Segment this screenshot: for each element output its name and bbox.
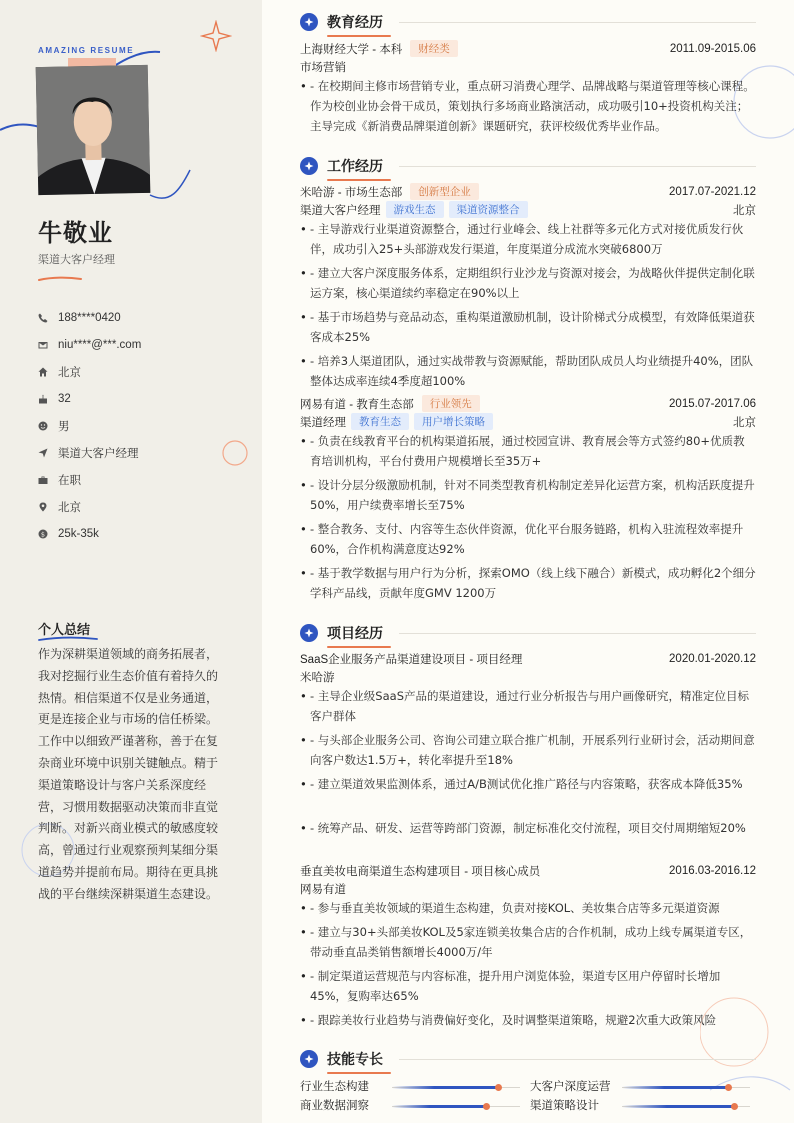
job-position: 渠道经理 xyxy=(300,416,346,429)
name-underline xyxy=(38,276,82,282)
info-text: 渠道大客户经理 xyxy=(58,447,139,460)
info-salary xyxy=(38,520,248,547)
projects-title: 项目经历 xyxy=(327,623,383,643)
skill-level-dot xyxy=(725,1084,732,1091)
project-bullet: • - 制定渠道运营规范与内容标准，提升用户浏览体验，渠道专区用户停留时长增加45%，复购率达65% xyxy=(300,966,756,1006)
job-position-row xyxy=(300,413,756,430)
project-name: 垂直美妆电商渠道生态构建项目 - 项目核心成员 xyxy=(300,866,541,878)
profile-photo xyxy=(36,65,151,195)
project-bullet: • - 与头部企业服务公司、咨询公司建立联合推广机制，开展系列行业研讨会，活动期间意向客户数达1.5万+，转化率提升至18% xyxy=(300,730,756,770)
job-skill-tag: 渠道资源整合 xyxy=(449,201,528,218)
send-icon xyxy=(38,448,58,458)
skill-name: 行业生态构建 xyxy=(300,1079,369,1093)
info-text: 188****0420 xyxy=(58,311,121,324)
info-text: 在职 xyxy=(58,474,81,487)
info-text: 北京 xyxy=(58,366,81,379)
project-name: SaaS企业服务产品渠道建设项目 - 项目经理 xyxy=(300,654,523,666)
section-divider xyxy=(399,22,756,23)
cake-icon xyxy=(38,394,58,404)
job-row xyxy=(300,395,756,412)
face-icon xyxy=(38,421,58,431)
skill-level-bar xyxy=(392,1105,486,1108)
job-date: 2015.07-2017.06 xyxy=(669,397,756,410)
summary-text: 作为深耕渠道领域的商务拓展者，我对挖掘行业生态价值有着持久的热情。相信渠道不仅是业务通道，更是连接企业与市场的信任桥梁。工作中以细致严谨著称，善于在复杂商业环境中识别关键触点。精于渠道策略设计与客户关系深度经营，习惯用数据驱动决策而非直觉判断。对新兴商业模式的敏感度较高，曾通过行业观察预判某细分渠道趋势并提前布局。期待在更具挑战的平台继续深耕渠道生态建设。 xyxy=(38,647,219,901)
mail-icon xyxy=(38,340,58,350)
info-status xyxy=(38,466,248,493)
info-text: 25k-35k xyxy=(58,527,99,540)
skill-level-dot xyxy=(483,1103,490,1110)
phone-icon xyxy=(38,313,58,323)
job-bullet: • - 建立大客户深度服务体系，定期组织行业沙龙与资源对接会，为战略伙伴提供定制化联运方案，核心渠道续约率稳定在90%以上 xyxy=(300,263,756,303)
education-bullet: • - 在校期间主修市场营销专业，重点研习消费心理学、品牌战略与渠道管理等核心课程。作为校创业协会骨干成员，策划执行多场商业路演活动，成功吸引10+投资机构关注；主导完成《新消费品牌渠道创新》课题研究，获评校级优秀毕业作品。 xyxy=(300,76,756,136)
home-icon xyxy=(38,367,58,377)
project-date: 2016.03-2016.12 xyxy=(669,865,756,877)
project-bullet: • - 跟踪美妆行业趋势与消费偏好变化，及时调整渠道策略，规避2次重大政策风险 xyxy=(300,1010,756,1030)
education-title: 教育经历 xyxy=(327,12,383,32)
education-section-header xyxy=(300,12,756,32)
info-text: 32 xyxy=(58,392,71,405)
project-bullet: • - 参与垂直美妆领域的渠道生态构建，负责对接KOL、美妆集合店等多元渠道资源 xyxy=(300,898,756,918)
skill-level-bar xyxy=(622,1105,734,1108)
job-row xyxy=(300,183,756,200)
section-badge-icon xyxy=(300,157,318,175)
brand-label: AMAZING RESUME xyxy=(38,46,135,55)
project-row xyxy=(300,863,756,879)
section-divider xyxy=(399,1059,756,1060)
job-bullet: • - 基于市场趋势与竞品动态，重构渠道激励机制，设计阶梯式分成模型，有效降低渠道获客成本25% xyxy=(300,307,756,347)
section-badge-icon xyxy=(300,1050,318,1068)
project-bullet: • - 统筹产品、研发、运营等跨部门资源，制定标准化交付流程，项目交付周期缩短20% xyxy=(300,818,756,838)
info-gender xyxy=(38,412,248,439)
info-text: 男 xyxy=(58,420,70,433)
contact-info-list xyxy=(38,304,248,547)
section-badge-icon xyxy=(300,13,318,31)
skill-level-bar xyxy=(392,1086,498,1089)
job-city: 北京 xyxy=(733,204,756,217)
project-bullet: • - 建立渠道效果监测体系，通过A/B测试优化推广路径与内容策略，获客成本降低35% xyxy=(300,774,756,794)
job-skill-tag: 用户增长策略 xyxy=(414,413,493,430)
job-position-row xyxy=(300,201,756,218)
job-company: 网易有道 - 教育生态部 xyxy=(300,398,414,411)
candidate-name: 牛敬业 xyxy=(38,219,113,247)
info-text: niu****@***.com xyxy=(58,338,142,351)
info-position xyxy=(38,439,248,466)
job-date: 2017.07-2021.12 xyxy=(669,185,756,198)
job-city: 北京 xyxy=(733,416,756,429)
work-title: 工作经历 xyxy=(327,156,383,176)
info-age xyxy=(38,385,248,412)
skills-title: 技能专长 xyxy=(327,1049,383,1069)
section-badge-icon xyxy=(300,624,318,642)
job-tag: 行业领先 xyxy=(422,395,480,412)
star-decoration xyxy=(200,20,232,52)
job-bullet: • - 培养3人渠道团队，通过实战带教与资源赋能，帮助团队成员人均业绩提升40%，团队整体达成率连续4季度超100% xyxy=(300,351,756,391)
project-row xyxy=(300,651,756,667)
project-org: 网易有道 xyxy=(300,884,346,896)
summary-underline xyxy=(38,636,98,642)
summary-title: 个人总结 xyxy=(38,623,91,638)
job-bullet: • - 负责在线教育平台的机构渠道拓展，通过校园宣讲、教育展会等方式签约80+优质教育培训机构，平台付费用户规模增长至35万+ xyxy=(300,431,756,471)
sidebar xyxy=(0,0,262,1123)
job-position: 渠道大客户经理 xyxy=(300,204,381,217)
info-text: 北京 xyxy=(58,501,81,514)
svg-text:$: $ xyxy=(40,529,46,538)
job-company: 米哈游 - 市场生态部 xyxy=(300,186,403,199)
candidate-role: 渠道大客户经理 xyxy=(38,253,115,266)
briefcase-icon xyxy=(38,475,58,485)
section-divider xyxy=(399,166,756,167)
work-section-header xyxy=(300,156,756,176)
education-major: 市场营销 xyxy=(300,62,346,74)
job-skill-tag: 教育生态 xyxy=(351,413,409,430)
section-divider xyxy=(399,633,756,634)
job-bullet: • - 整合教务、支付、内容等生态伙伴资源，优化平台服务链路，机构入驻流程效率提升60%，合作机构满意度达92% xyxy=(300,519,756,559)
project-bullet: • - 主导企业级SaaS产品的渠道建设，通过行业分析报告与用户画像研究，精准定位目标客户群体 xyxy=(300,686,756,726)
project-bullet: • - 建立与30+头部美妆KOL及5家连锁美妆集合店的合作机制，成功上线专属渠道专区，带动垂直品类销售额增长4000万/年 xyxy=(300,922,756,962)
skill-name: 大客户深度运营 xyxy=(530,1079,611,1093)
skill-name: 渠道策略设计 xyxy=(530,1098,599,1112)
education-row xyxy=(300,40,756,57)
skill-level-bar xyxy=(622,1086,728,1089)
info-email xyxy=(38,331,248,358)
info-home xyxy=(38,358,248,385)
skill-level-dot xyxy=(495,1084,502,1091)
money-icon xyxy=(38,529,58,539)
skill-name: 商业数据洞察 xyxy=(300,1098,369,1112)
info-phone xyxy=(38,304,248,331)
projects-section-header xyxy=(300,623,756,643)
education-date: 2011.09-2015.06 xyxy=(669,42,756,55)
project-date: 2020.01-2020.12 xyxy=(669,653,756,665)
school-name: 上海财经大学 - 本科 xyxy=(300,43,403,56)
project-org: 米哈游 xyxy=(300,672,335,684)
skill-level-dot xyxy=(731,1103,738,1110)
job-tag: 创新型企业 xyxy=(410,183,479,200)
avatar xyxy=(37,66,149,194)
job-bullet: • - 基于教学数据与用户行为分析，探索OMO（线上线下融合）新模式，成功孵化2个细分学科产品线，贡献年度GMV 1200万 xyxy=(300,563,756,603)
location-icon xyxy=(38,502,58,512)
school-tag: 财经类 xyxy=(410,40,458,57)
job-skill-tag: 游戏生态 xyxy=(386,201,444,218)
info-location xyxy=(38,493,248,520)
job-bullet: • - 主导游戏行业渠道资源整合，通过行业峰会、线上社群等多元化方式对接优质发行伙伴，成功引入25+头部游戏发行渠道，年度渠道分成流水突破6800万 xyxy=(300,219,756,259)
skills-section-header xyxy=(300,1049,756,1069)
job-bullet: • - 设计分层分级激励机制，针对不同类型教育机构制定差异化运营方案，机构活跃度提升50%，用户续费率增长至75% xyxy=(300,475,756,515)
